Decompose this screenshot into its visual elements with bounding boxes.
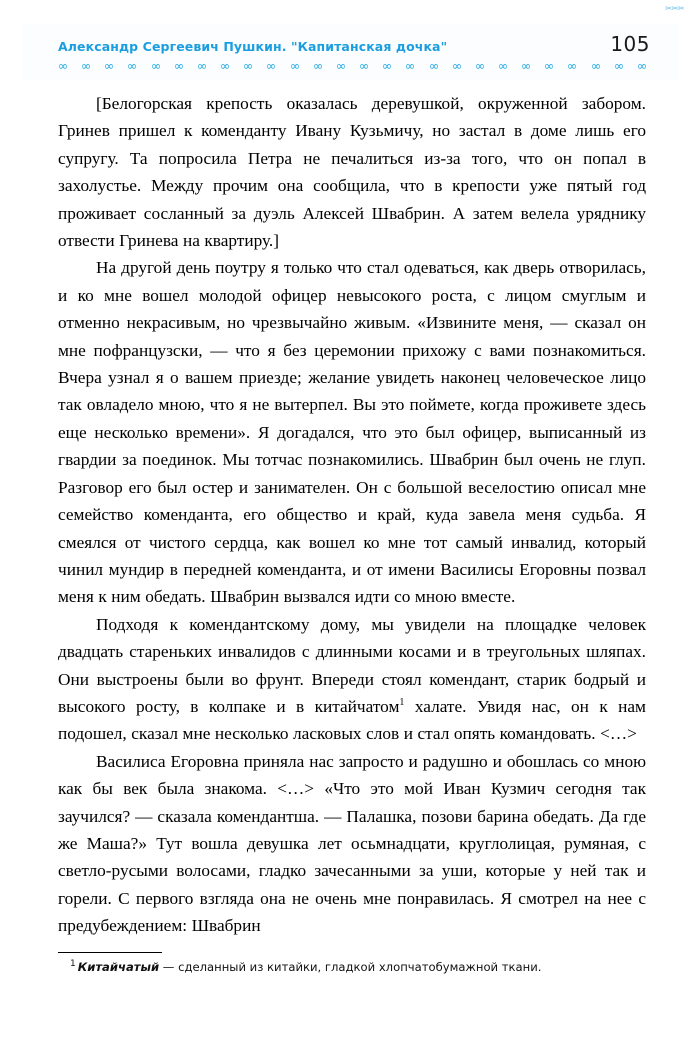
footnote-definition: — сделанный из китайки, гладкой хлопчатобумажной ткани.	[159, 960, 542, 974]
ornament-glyph: ∞	[358, 59, 370, 73]
ornament-glyph: ∞	[636, 59, 647, 73]
ornament-glyph: ∞	[243, 59, 254, 73]
body-text	[58, 90, 646, 940]
ornament-glyph: ∞	[196, 59, 208, 73]
ornament-glyph: ∞	[381, 59, 393, 73]
footnote-area	[58, 952, 646, 975]
ornament-glyph: ∞	[80, 59, 92, 73]
ornament-glyph: ∞	[173, 59, 185, 73]
ornament-glyph: ∞	[428, 59, 439, 73]
page-corner-mark: ✂✂✂	[665, 4, 684, 13]
running-head	[58, 32, 650, 54]
ornament-glyph: ∞	[58, 59, 69, 73]
ornament-glyph: ∞	[127, 59, 138, 73]
paragraph-komendant-part-1: Подходя к комендантскому дому, мы увидели на площадке человек двадцать стареньких инвалидов с длинными косами и в треугольных шляпах. Они выстроены были во фрунт. Впереди стоял комендант, старик бодрый и высокого росту, в колпаке и в китайчатом	[58, 614, 646, 716]
paragraph-vasilisa: Василиса Егоровна приняла нас запросто и радушно и обошлась со мною как бы век была знакома. <…> «Что это мой Иван Кузмич сегодня так заучился? — сказала комендантша. — Палашка, позови барина обедать. Да где же Маша?» Тут вошла девушка лет осьмнадцати, круглолицая, румяная, с светло-русыми волосами, гладко зачесанными за уши, которые у ней так и горели. С первого взгляда она не очень мне понравилась. Я смотрел на нее с предубеждением: Швабрин	[58, 751, 646, 936]
ornament-glyph: ∞	[497, 59, 509, 73]
footnote-marker: 1	[70, 959, 76, 970]
ornament-glyph: ∞	[590, 59, 601, 73]
footnote-separator-rule	[58, 952, 162, 953]
ornament-glyph: ∞	[335, 59, 347, 73]
footnote-term: Китайчатый	[77, 960, 160, 974]
footnote-text	[58, 960, 646, 975]
ornament-glyph: ∞	[266, 59, 277, 73]
paragraph-komendant	[58, 611, 646, 748]
ornament-glyph: ∞	[567, 59, 578, 73]
ornament-glyph: ∞	[520, 59, 532, 73]
ornament-glyph: ∞	[104, 59, 115, 73]
ornament-glyph: ∞	[312, 59, 323, 73]
footnote-reference-marker[interactable]: 1	[399, 697, 405, 709]
ornament-glyph: ∞	[451, 59, 462, 73]
ornament-glyph: ∞	[289, 59, 300, 73]
paragraph-shvabrin: На другой день поутру я только что стал одеваться, как дверь отворилась, и ко мне вошел молодой офицер невысокого роста, с лицом смуглым и отменно некрасивым, но чрезвычайно живым. «Извините меня, — сказал он мне пофранцузски, — что я без церемонии прихожу с вами познакомиться. Вчера узнал я о вашем приезде; желание увидеть наконец человеческое лицо так овладело мною, что я не вытерпел. Вы это поймете, когда проживете здесь еще несколько времени». Я догадался, что это был офицер, выписанный из гвардии за поединок. Мы тотчас познакомились. Швабрин был очень не глуп. Разговор его был остер и занимателен. Он с большой веселостию описал мне семейство коменданта, его общество и край, куда завела меня судьба. Я смеялся от чистого сердца, как вошел ко мне тот самый инвалид, который чинил мундир в передней коменданта, и от имени Василисы Егоровны позвал меня к ним обедать. Швабрин вызвался идти со мною вместе.	[58, 258, 646, 607]
paragraph-komendant-part-2: халате. Увидя нас, он к нам подошел, сказал мне несколько ласковых слов и стал опять командовать. <…>	[58, 696, 646, 744]
ornament-glyph: ∞	[219, 59, 231, 73]
page-number: 105	[610, 32, 650, 56]
ornament-glyph: ∞	[544, 59, 555, 73]
ornament-glyph: ∞	[474, 59, 486, 73]
ornamental-divider	[58, 58, 647, 74]
ornament-glyph: ∞	[405, 59, 416, 73]
running-head-title: Александр Сергеевич Пушкин. "Капитанская дочка"	[58, 39, 448, 54]
paragraph-editorial-summary: [Белогорская крепость оказалась деревушкой, окруженной забором. Гринев пришел к коменданту Ивану Кузьмичу, но застал в доме лишь его супругу. Та попросила Петра не печалиться из-за того, что он попал в захолустье. Между прочим она сообщила, что в крепости уже пятый год проживает сосланный за дуэль Алексей Швабрин. А затем велела уряднику отвести Гринева на квартиру.]	[58, 94, 646, 251]
ornament-glyph: ∞	[150, 59, 161, 73]
ornament-glyph: ∞	[613, 59, 624, 73]
